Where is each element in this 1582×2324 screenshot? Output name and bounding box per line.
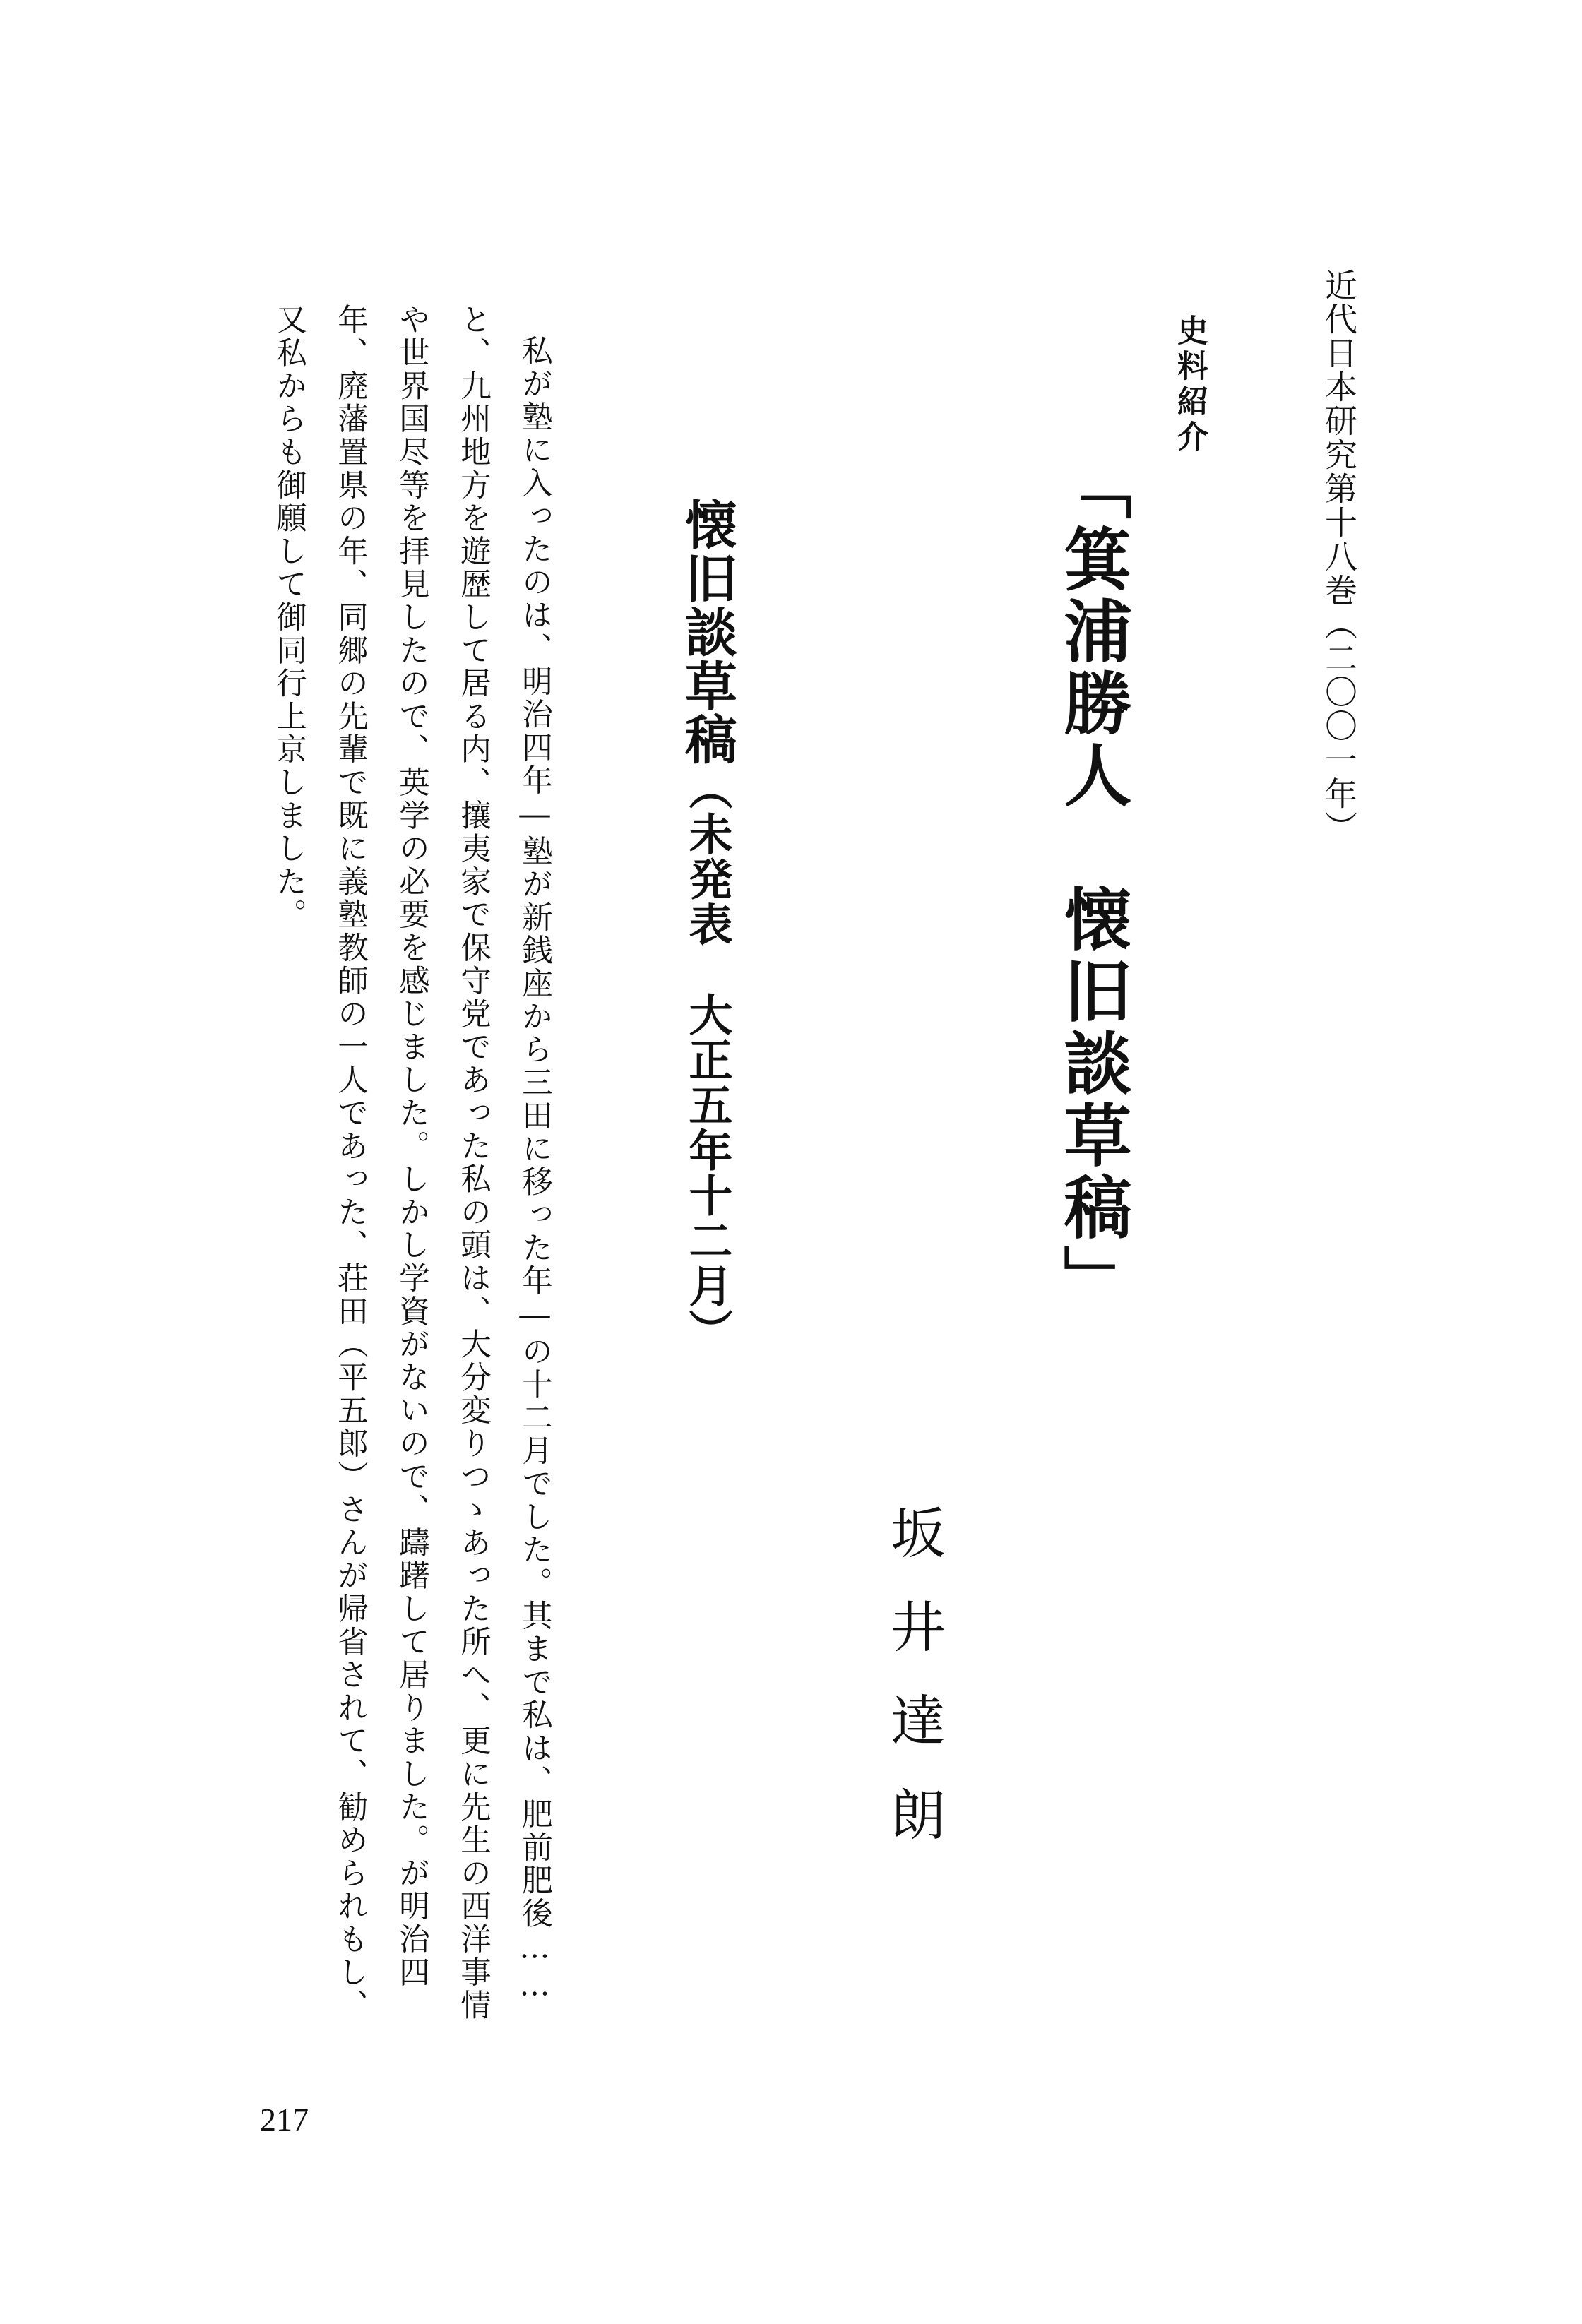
author-name: 坂井達朗: [881, 1504, 945, 1880]
journal-header: 近代日本研究第十八巻（二〇〇一年）: [1320, 268, 1358, 845]
section-category: 史料紹介: [1172, 314, 1208, 455]
page-number: 217: [260, 2102, 309, 2138]
body-text: [258, 304, 565, 2048]
subtitle-note: （未発表 大正五年十二月）: [682, 766, 733, 1354]
subtitle-text: 懐旧談草稿: [677, 498, 737, 766]
article-subtitle: [677, 498, 737, 1354]
body-paragraph: 私が塾に入ったのは、明治四年―塾が新銭座から三田に移った年―の十二月でした。其まで私は、肥前肥後……と、九州地方を遊歴して居る内、攘夷家で保守党であった私の頭は、大分変りつゝあった所へ、更に先生の西洋事情や世界国尽等を拝見したので、英学の必要を感じました。しかし学資がないので、躊躇して居りました。が明治四年、廃藩置県の年、同郷の先輩で既に義塾教師の一人であった、荘田（平五郎）さんが帰省されて、勧められもし、又私からも御願して御同行上京しました。: [271, 304, 552, 2022]
article-title: 「箕浦勝人 懐旧談草稿」: [1053, 452, 1133, 1316]
